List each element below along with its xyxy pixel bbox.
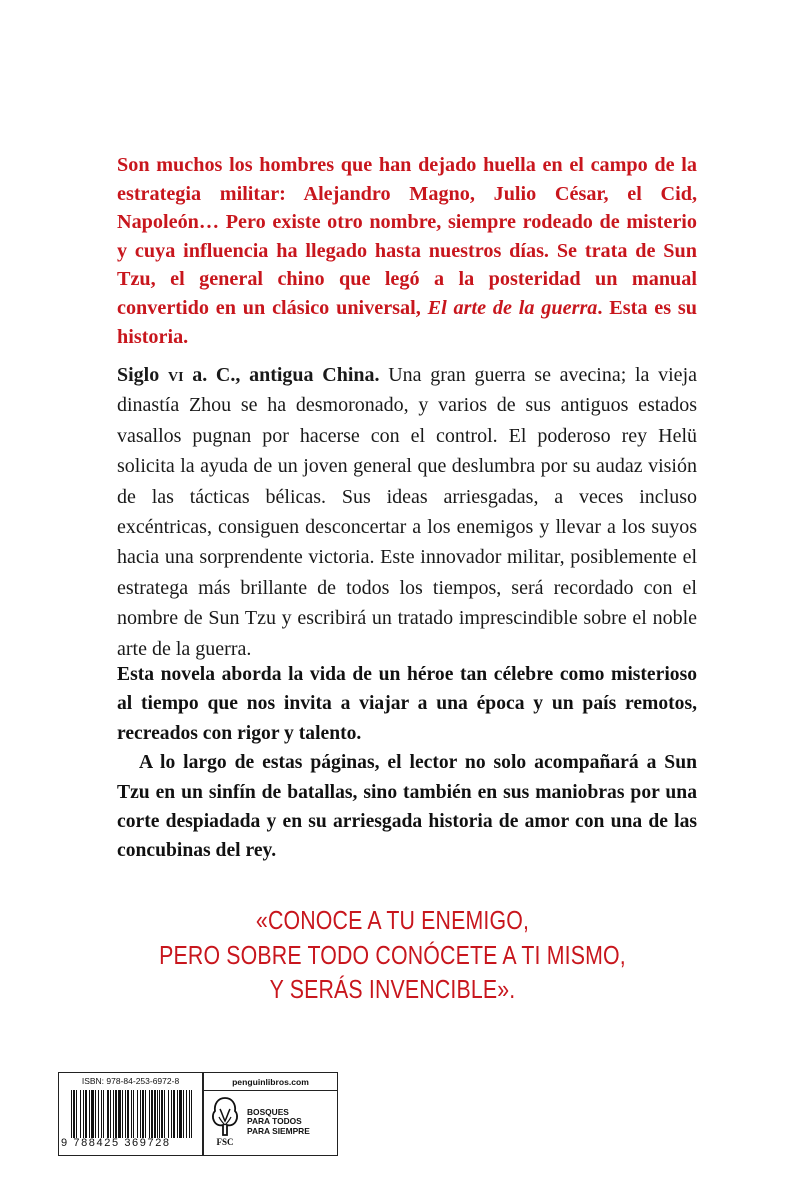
barcode-bar <box>98 1090 99 1138</box>
barcode-digits: 9 788425 369728 <box>61 1137 171 1149</box>
barcode-bar <box>101 1090 102 1138</box>
publisher-box <box>203 1072 338 1156</box>
barcode-bar <box>133 1090 134 1138</box>
barcode-bar <box>149 1090 150 1138</box>
barcode-graphic <box>71 1090 196 1138</box>
barcode-bar <box>151 1090 153 1138</box>
bosques-line-3: PARA SIEMPRE <box>247 1125 310 1136</box>
barcode-bar <box>140 1090 141 1138</box>
synopsis-lead-suffix: a. C., antigua China. <box>183 364 380 386</box>
pull-quote-line-2: PERO SOBRE TODO CONÓCETE A TI MISMO, <box>159 939 626 970</box>
barcode-bar <box>157 1090 158 1138</box>
pull-quote-line-1: «CONOCE A TU ENEMIGO, <box>255 905 530 935</box>
pull-quote <box>136 903 649 1007</box>
barcode-bar <box>113 1090 114 1138</box>
intro-text-part2: . Esta es su historia. <box>117 296 697 348</box>
fsc-label: FSC <box>216 1137 234 1147</box>
synopsis-lead <box>117 364 380 386</box>
barcode-bar <box>183 1090 184 1138</box>
isbn-label: ISBN: 978-84-253-6972-8 <box>81 1076 180 1086</box>
barcode-bar <box>131 1090 132 1138</box>
barcode-bar <box>189 1090 190 1138</box>
barcode-bar <box>80 1090 81 1138</box>
bosques-line-2: PARA TODOS <box>247 1116 302 1127</box>
barcode-bar <box>73 1090 75 1138</box>
barcode-bar <box>171 1090 172 1138</box>
barcode-bar <box>145 1090 146 1138</box>
barcode-bar <box>173 1090 175 1138</box>
bosques-slogan <box>247 1108 337 1136</box>
barcode-bar <box>127 1090 129 1138</box>
synopsis-lead-century: vi <box>167 364 184 386</box>
pull-quote-line-3: Y SERÁS INVENCIBLE». <box>269 974 516 1004</box>
barcode-bar <box>83 1090 84 1138</box>
barcode-bar <box>191 1090 192 1138</box>
barcode-bar <box>118 1090 121 1138</box>
barcode-bar <box>154 1090 156 1138</box>
barcode-bar <box>164 1090 165 1138</box>
barcode-bar <box>168 1090 169 1138</box>
barcode-bar <box>89 1090 90 1138</box>
barcode-bar <box>103 1090 104 1138</box>
bosques-line-1: BOSQUES <box>247 1107 289 1117</box>
barcode-bar <box>107 1090 109 1138</box>
barcode-bar <box>159 1090 160 1138</box>
synopsis-paragraph <box>117 360 697 664</box>
closing-paragraph-1: Esta novela aborda la vida de un héroe tan célebre como misterioso al tiempo que nos invita a viajar a una época y un país remotos, recreados con rigor y talento. <box>117 664 697 744</box>
barcode-box <box>58 1072 203 1156</box>
barcode-bar <box>115 1090 117 1138</box>
barcode-bar <box>110 1090 111 1138</box>
book-title-italic: El arte de la guerra <box>427 296 598 319</box>
publisher-website: penguinlibros.com <box>232 1077 309 1087</box>
barcode-bar <box>71 1090 72 1138</box>
barcode-bar <box>122 1090 123 1138</box>
barcode-bar <box>186 1090 187 1138</box>
barcode-bar <box>85 1090 87 1138</box>
barcode-bar <box>177 1090 178 1138</box>
publisher-divider <box>204 1090 337 1091</box>
closing-paragraph-2: A lo largo de estas páginas, el lector no solo acompañará a Sun Tzu en un sinfín de batallas, sino también en sus maniobras por una corte despiadada y en su arriesgada historia de amor con una de las concubinas del rey. <box>117 752 697 862</box>
barcode-bar <box>76 1090 77 1138</box>
synopsis-text: Una gran guerra se avecina; la vieja dinastía Zhou se ha desmoronado, y varios de sus antiguos estados vasallos pugnan por hacerse con el control. El poderoso rey Helü solicita la ayuda de un joven general que deslumbra por su audaz visión de las tácticas bélicas. Sus ideas arriesgadas, a veces incluso excéntricas, consiguen desconcertar a los enemigos y llevar a los suyos hacia una sorprendente victoria. Este innovador militar, posiblemente el estratega más brillante de todos los tiempos, será recordado con el nombre de Sun Tzu y escribirá un tratado imprescindible sobre el noble arte de la guerra. <box>117 364 697 660</box>
barcode-bars <box>71 1090 196 1138</box>
barcode-bar <box>142 1090 144 1138</box>
barcode-bar <box>91 1090 94 1138</box>
barcode-bar <box>161 1090 163 1138</box>
barcode-bar <box>179 1090 182 1138</box>
intro-paragraph <box>117 151 697 351</box>
intro-text-part1: Son muchos los hombres que han dejado huella en el campo de la estrategia militar: Alejandro Magno, Julio César, el Cid, Napoleón… Pero existe otro nombre, siempre rodeado de misterio y cuya influencia ha llegado hasta nuestros días. Se trata de Sun Tzu, el general chino que legó a la posteridad un manual convertido en un clásico universal, <box>117 154 697 319</box>
synopsis-lead-prefix: Siglo <box>117 364 168 386</box>
closing-section <box>117 660 697 866</box>
barcode-bar <box>95 1090 96 1138</box>
barcode-bar <box>137 1090 138 1138</box>
barcode-bar <box>125 1090 126 1138</box>
